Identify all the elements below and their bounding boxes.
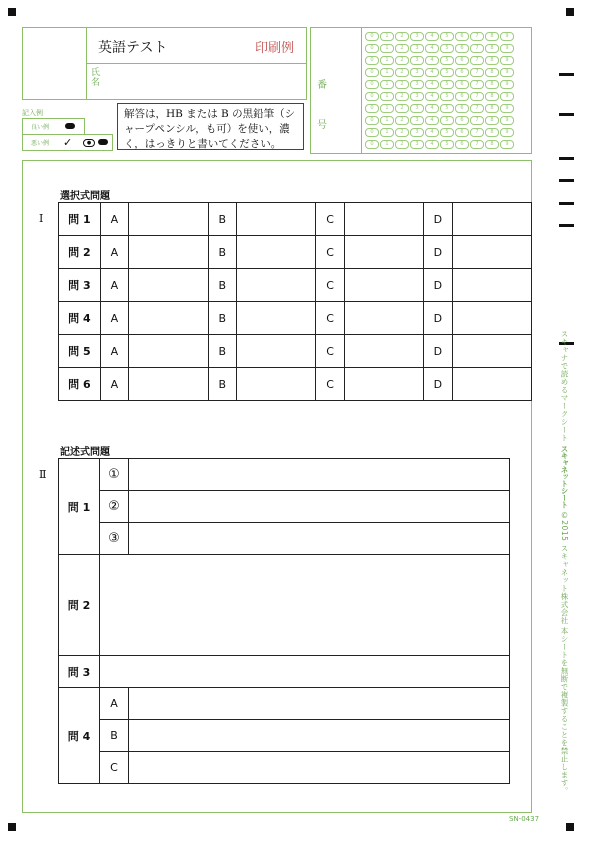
id-bubble[interactable]: 5 (440, 92, 454, 101)
corner-mark-top-left (8, 8, 16, 16)
q4-sub-a: A (100, 688, 129, 720)
section1-title: 選択式問題 (60, 191, 110, 202)
q4-sub-c: C (100, 752, 129, 784)
mc-answer-cell[interactable] (129, 236, 208, 269)
id-bubble[interactable]: 3 (410, 92, 424, 101)
id-bubble[interactable]: 7 (470, 104, 484, 113)
id-bubble[interactable]: 8 (485, 32, 499, 41)
id-bubble-row (365, 32, 514, 43)
mc-answer-cell[interactable] (236, 335, 315, 368)
id-bubble[interactable]: 9 (500, 80, 514, 89)
id-bubble[interactable]: 7 (470, 68, 484, 77)
id-bubble[interactable]: 9 (500, 56, 514, 65)
id-bubble[interactable]: 0 (365, 68, 379, 77)
id-bubble[interactable]: 9 (500, 140, 514, 149)
id-bubble[interactable]: 0 (365, 56, 379, 65)
multiple-choice-table (58, 202, 532, 401)
mc-choice-label: A (100, 368, 128, 401)
id-bubble[interactable]: 3 (410, 56, 424, 65)
id-bubble[interactable]: 0 (365, 140, 379, 149)
id-bubble-row (365, 44, 514, 55)
id-bubble[interactable]: 7 (470, 116, 484, 125)
bad-sample-label: 悪い例 (31, 140, 50, 147)
print-example-label: 印刷例 (255, 41, 295, 56)
q1-answer-3[interactable] (129, 523, 510, 555)
mc-choice-label: B (208, 203, 236, 236)
mc-choice-label: D (424, 335, 452, 368)
id-bubble[interactable]: 1 (380, 140, 394, 149)
id-bubble[interactable]: 6 (455, 128, 469, 137)
corner-mark-bottom-left (8, 823, 16, 831)
id-bubble[interactable]: 8 (485, 92, 499, 101)
mc-choice-label: B (208, 368, 236, 401)
written-answer-table (58, 458, 510, 784)
id-bubble[interactable]: 2 (395, 140, 409, 149)
id-bubble[interactable]: 2 (395, 92, 409, 101)
id-bubble[interactable]: 2 (395, 128, 409, 137)
id-bubble[interactable]: 7 (470, 32, 484, 41)
good-sample-label: 良い例 (31, 124, 50, 131)
q4-answer-c[interactable] (129, 752, 510, 784)
timing-mark (559, 224, 574, 227)
mc-answer-cell[interactable] (344, 335, 423, 368)
id-bubble[interactable]: 0 (365, 32, 379, 41)
bad-sample-box (22, 134, 113, 151)
mc-choice-label: D (424, 302, 452, 335)
id-label: 番 号 (317, 80, 327, 131)
id-bubble[interactable]: 0 (365, 44, 379, 53)
mc-answer-cell[interactable] (452, 236, 531, 269)
id-bubble[interactable]: 5 (440, 68, 454, 77)
id-bubble[interactable]: 6 (455, 32, 469, 41)
id-bubble[interactable]: 4 (425, 32, 439, 41)
id-bubble[interactable]: 0 (365, 128, 379, 137)
id-bubble[interactable]: 3 (410, 32, 424, 41)
id-bubble[interactable]: 4 (425, 44, 439, 53)
mc-row (59, 368, 532, 401)
id-bubble[interactable]: 0 (365, 80, 379, 89)
filled-mark-icon (98, 139, 108, 145)
mc-choice-label: B (208, 236, 236, 269)
mc-choice-label: A (100, 236, 128, 269)
filled-mark-icon (65, 123, 75, 129)
id-bubble[interactable]: 7 (470, 44, 484, 53)
id-bubble[interactable]: 3 (410, 104, 424, 113)
id-bubble[interactable]: 1 (380, 56, 394, 65)
mc-choice-label: A (100, 335, 128, 368)
mc-answer-cell[interactable] (344, 203, 423, 236)
mc-answer-cell[interactable] (129, 203, 208, 236)
id-bubble[interactable]: 6 (455, 68, 469, 77)
id-bubble[interactable]: 8 (485, 56, 499, 65)
id-bubble[interactable]: 1 (380, 128, 394, 137)
section2-roman: Ⅱ (39, 468, 47, 481)
id-bubble[interactable]: 6 (455, 92, 469, 101)
timing-mark (559, 202, 574, 205)
mc-answer-cell[interactable] (236, 236, 315, 269)
mc-choice-label: D (424, 203, 452, 236)
q1-answer-2[interactable] (129, 491, 510, 523)
id-bubble[interactable]: 0 (365, 92, 379, 101)
id-bubble-row (365, 80, 514, 91)
mc-answer-cell[interactable] (344, 302, 423, 335)
timing-mark (559, 73, 574, 76)
id-bubble[interactable]: 7 (470, 56, 484, 65)
id-bubble[interactable]: 6 (455, 44, 469, 53)
id-bubble[interactable]: 5 (440, 140, 454, 149)
mc-choice-label: A (100, 203, 128, 236)
dot-mark-icon: ● (83, 139, 95, 147)
id-bubble[interactable]: 4 (425, 128, 439, 137)
id-bubble[interactable]: 7 (470, 128, 484, 137)
q3-answer[interactable] (100, 656, 510, 688)
id-bubble[interactable]: 2 (395, 68, 409, 77)
q3-label: 問 3 (59, 656, 100, 688)
mc-choice-label: B (208, 302, 236, 335)
q1-label: 問 1 (59, 459, 100, 555)
timing-mark (559, 113, 574, 116)
mc-choice-label: A (100, 269, 128, 302)
page-title: 英語テスト (98, 40, 168, 56)
mc-question-label: 問 1 (59, 203, 101, 236)
q2-answer[interactable] (100, 555, 510, 656)
q4-sub-b: B (100, 720, 129, 752)
mc-row (59, 236, 532, 269)
id-bubble[interactable]: 9 (500, 92, 514, 101)
mc-question-label: 問 5 (59, 335, 101, 368)
mc-question-label: 問 6 (59, 368, 101, 401)
q1-sub-3: ③ (100, 523, 129, 555)
brand-logo-text: スキャネットシート (560, 444, 569, 508)
mc-answer-cell[interactable] (344, 236, 423, 269)
id-bubble-row (365, 140, 514, 151)
id-bubble[interactable]: 3 (410, 80, 424, 89)
id-bubble[interactable]: 8 (485, 104, 499, 113)
mc-row (59, 269, 532, 302)
section2-title: 記述式問題 (60, 447, 110, 458)
check-mark-icon: ✓ (63, 136, 73, 149)
id-bubble[interactable]: 5 (440, 104, 454, 113)
id-bubble[interactable]: 9 (500, 44, 514, 53)
mc-choice-label: D (424, 236, 452, 269)
id-bubble-row (365, 56, 514, 67)
mc-question-label: 問 2 (59, 236, 101, 269)
mc-answer-cell[interactable] (452, 302, 531, 335)
mc-choice-label: C (316, 203, 344, 236)
id-bubble[interactable]: 0 (365, 104, 379, 113)
mc-row (59, 203, 532, 236)
id-bubble[interactable]: 7 (470, 92, 484, 101)
id-bubble[interactable]: 2 (395, 104, 409, 113)
mc-choice-label: D (424, 368, 452, 401)
id-bubble[interactable]: 3 (410, 68, 424, 77)
id-bubble[interactable]: 5 (440, 80, 454, 89)
mc-row (59, 335, 532, 368)
mc-row (59, 302, 532, 335)
id-bubble[interactable]: 5 (440, 44, 454, 53)
id-bubble-row (365, 92, 514, 103)
corner-mark-bottom-right (566, 823, 574, 831)
id-bubble[interactable]: 6 (455, 80, 469, 89)
mc-answer-cell[interactable] (344, 269, 423, 302)
mc-answer-cell[interactable] (129, 368, 208, 401)
id-bubble[interactable]: 8 (485, 128, 499, 137)
id-bubble[interactable]: 3 (410, 44, 424, 53)
mc-question-label: 問 4 (59, 302, 101, 335)
id-bubble-row (365, 68, 514, 79)
id-bubble[interactable]: 4 (425, 68, 439, 77)
mc-answer-cell[interactable] (236, 269, 315, 302)
id-bubble[interactable]: 2 (395, 56, 409, 65)
id-bubble[interactable]: 5 (440, 32, 454, 41)
id-bubble[interactable]: 2 (395, 116, 409, 125)
mc-answer-cell[interactable] (236, 203, 315, 236)
id-bubble[interactable]: 3 (410, 140, 424, 149)
timing-mark (559, 179, 574, 182)
copyright-vertical-text: スキャナで読めるマークシート スキャネットシート ©2015 スキャネット株式会社 本シートを無断で複製することを禁止します。 (560, 330, 569, 796)
mc-choice-label: C (316, 335, 344, 368)
id-bubble[interactable]: 6 (455, 104, 469, 113)
mc-answer-cell[interactable] (236, 302, 315, 335)
q4-answer-b[interactable] (129, 720, 510, 752)
header-box (22, 27, 307, 100)
mc-choice-label: C (316, 269, 344, 302)
mc-answer-cell[interactable] (129, 269, 208, 302)
id-bubble[interactable]: 8 (485, 140, 499, 149)
id-bubble[interactable]: 8 (485, 80, 499, 89)
id-bubble[interactable]: 8 (485, 116, 499, 125)
id-bubble[interactable]: 6 (455, 116, 469, 125)
mc-answer-cell[interactable] (129, 335, 208, 368)
q4-answer-a[interactable] (129, 688, 510, 720)
mc-choice-label: C (316, 368, 344, 401)
mc-choice-label: B (208, 269, 236, 302)
id-bubble[interactable]: 9 (500, 128, 514, 137)
id-bubble[interactable]: 8 (485, 44, 499, 53)
corner-mark-top-right (566, 8, 574, 16)
id-bubble[interactable]: 8 (485, 68, 499, 77)
mc-question-label: 問 3 (59, 269, 101, 302)
id-bubble[interactable]: 5 (440, 56, 454, 65)
id-bubble[interactable]: 9 (500, 32, 514, 41)
id-bubble-row (365, 128, 514, 139)
timing-mark (559, 157, 574, 160)
q2-label: 問 2 (59, 555, 100, 656)
id-bubble[interactable]: 3 (410, 116, 424, 125)
id-bubble[interactable]: 1 (380, 104, 394, 113)
mc-choice-label: C (316, 302, 344, 335)
mc-answer-cell[interactable] (129, 302, 208, 335)
id-bubble-row (365, 104, 514, 115)
id-bubble[interactable]: 5 (440, 116, 454, 125)
id-bubble[interactable]: 4 (425, 116, 439, 125)
id-bubble[interactable]: 2 (395, 32, 409, 41)
mc-choice-label: D (424, 269, 452, 302)
id-bubble[interactable]: 4 (425, 140, 439, 149)
id-bubble[interactable]: 6 (455, 140, 469, 149)
id-bubble[interactable]: 3 (410, 128, 424, 137)
id-bubble[interactable]: 4 (425, 104, 439, 113)
mc-answer-cell[interactable] (452, 368, 531, 401)
q1-sub-2: ② (100, 491, 129, 523)
id-bubble[interactable]: 1 (380, 68, 394, 77)
mc-choice-label: A (100, 302, 128, 335)
good-sample-box (22, 118, 85, 135)
id-bubble[interactable]: 1 (380, 116, 394, 125)
id-bubble[interactable]: 2 (395, 44, 409, 53)
id-bubble[interactable]: 1 (380, 80, 394, 89)
sample-label: 記入例 (22, 109, 43, 117)
id-bubble[interactable]: 1 (380, 32, 394, 41)
id-bubble[interactable]: 0 (365, 116, 379, 125)
id-bubble[interactable]: 7 (470, 80, 484, 89)
id-bubble[interactable]: 7 (470, 140, 484, 149)
mc-answer-cell[interactable] (236, 368, 315, 401)
sheet-code: SN-0437 (509, 815, 540, 823)
id-bubble[interactable]: 1 (380, 44, 394, 53)
student-id-box[interactable] (310, 27, 532, 154)
mc-answer-cell[interactable] (452, 335, 531, 368)
id-bubble[interactable]: 6 (455, 56, 469, 65)
id-bubble-row (365, 116, 514, 127)
id-bubble[interactable]: 1 (380, 92, 394, 101)
mc-choice-label: B (208, 335, 236, 368)
id-bubble[interactable]: 9 (500, 68, 514, 77)
mc-answer-cell[interactable] (452, 269, 531, 302)
id-bubble[interactable]: 9 (500, 116, 514, 125)
id-bubble[interactable]: 2 (395, 80, 409, 89)
mc-answer-cell[interactable] (344, 368, 423, 401)
section1-roman: Ⅰ (39, 212, 44, 225)
id-bubble[interactable]: 4 (425, 56, 439, 65)
id-bubble[interactable]: 5 (440, 128, 454, 137)
id-bubble[interactable]: 4 (425, 80, 439, 89)
id-bubble[interactable]: 4 (425, 92, 439, 101)
id-bubble[interactable]: 9 (500, 104, 514, 113)
q4-label: 問 4 (59, 688, 100, 784)
instruction-note: 解答は，HB または B の黒鉛筆（シャープペンシル，も可）を使い，濃く，はっきりと書いてください。 (117, 103, 304, 150)
mc-answer-cell[interactable] (452, 203, 531, 236)
name-label: 氏 名 (91, 68, 101, 88)
q1-answer-1[interactable] (129, 459, 510, 491)
mc-choice-label: C (316, 236, 344, 269)
q1-sub-1: ① (100, 459, 129, 491)
